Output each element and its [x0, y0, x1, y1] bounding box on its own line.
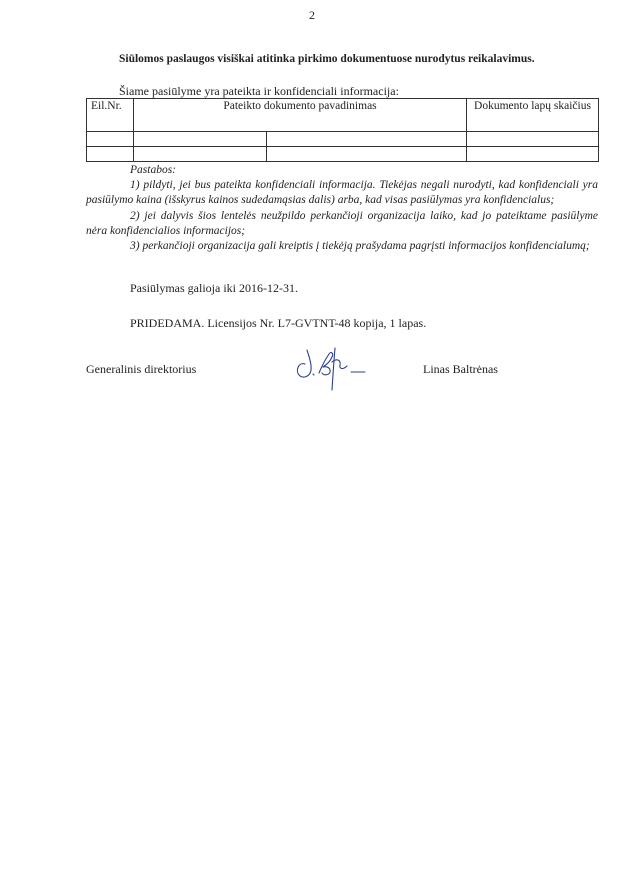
- signatory-name: Linas Baltrėnas: [423, 362, 498, 376]
- handwritten-signature: [285, 344, 375, 392]
- page-number: 2: [309, 8, 315, 22]
- confidential-documents-table: [86, 98, 599, 162]
- notes-section: [86, 163, 598, 254]
- compliance-statement: Siūlomos paslaugos visiškai atitinka pirkimo dokumentuose nurodytus reikalavimus.: [119, 53, 535, 65]
- table-cell: [467, 147, 599, 162]
- table-cell: [467, 132, 599, 147]
- attachment-note: PRIDEDAMA. Licensijos Nr. L7-GVTNT-48 kopija, 1 lapas.: [130, 316, 427, 330]
- table-header-row: [87, 99, 599, 132]
- note-item: 2) jei dalyvis šios lentelės neužpildo perkančioji organizacija laiko, kad jo pateiktame pasiūlyme nėra konfidencialios informacijos;: [86, 209, 598, 237]
- confidential-info-intro: Šiame pasiūlyme yra pateikta ir konfidenciali informacija:: [119, 84, 399, 98]
- table-cell: [87, 132, 134, 147]
- table-cell: [267, 147, 467, 162]
- column-header-page-count: Dokumento lapų skaičius: [467, 99, 599, 132]
- offer-validity: Pasiūlymas galioja iki 2016-12-31.: [130, 281, 298, 295]
- column-header-number: Eil.Nr.: [87, 99, 134, 132]
- table-cell: [134, 147, 267, 162]
- table-row: [87, 147, 599, 162]
- signatory-position: Generalinis direktorius: [86, 362, 197, 376]
- note-item: 3) perkančioji organizacija gali kreiptis į tiekėją prašydama pagrįsti informacijos konfidencialumą;: [130, 240, 590, 253]
- notes-title: Pastabos:: [130, 164, 176, 176]
- table-cell: [87, 147, 134, 162]
- table-cell: [134, 132, 267, 147]
- note-item: 1) pildyti, jei bus pateikta konfidenciali informacija. Tiekėjas negali nurodyti, kad konfidenciali yra pasiūlymo kaina (išskyrus kainos sudedamąsias dalis) arba, kad visas pasiūlymas yra konfidencialus;: [86, 179, 598, 207]
- table-cell: [267, 132, 467, 147]
- table-row: [87, 132, 599, 147]
- column-header-document-name: Pateikto dokumento pavadinimas: [134, 99, 467, 132]
